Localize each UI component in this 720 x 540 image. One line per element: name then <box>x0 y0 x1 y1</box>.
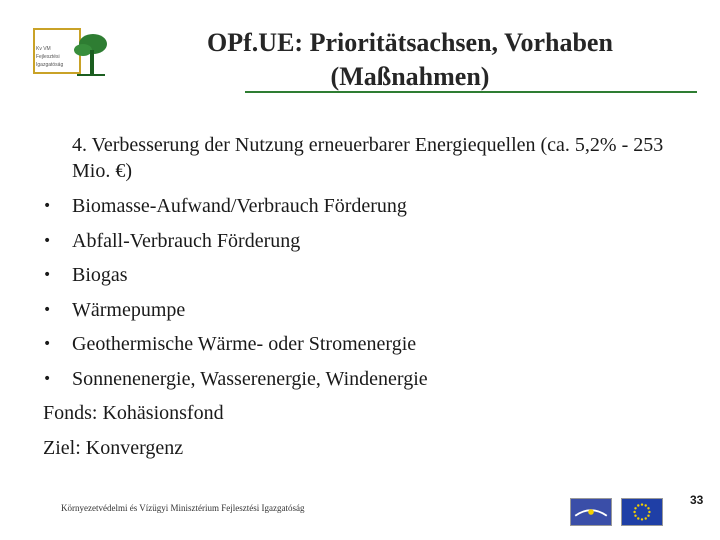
bullet-icon: • <box>43 232 52 249</box>
slide-body <box>43 132 693 465</box>
bullet-icon: • <box>43 370 52 387</box>
bullet-icon: • <box>43 198 52 214</box>
list-item <box>43 189 693 224</box>
list-item-text: Abfall-Verbrauch Förderung <box>72 229 301 252</box>
priority-heading: 4. Verbesserung der Nutzung erneuerbarer Energiequellen (ca. 5,2% - 253 Mio. €) <box>72 134 664 182</box>
list-item <box>43 293 693 328</box>
slide-title <box>130 26 690 94</box>
list-item-text: Biogas <box>72 264 128 286</box>
footer-ministry-name: Környezetvédelmi és Vízügyi Minisztérium Fejlesztési Igazgatóság <box>61 503 305 513</box>
list-item-text: Wärmepumpe <box>72 298 186 321</box>
ziel-line: Ziel: Konvergenz <box>43 436 184 459</box>
slide-title-line-2: (Maßnahmen) <box>330 62 490 91</box>
list-item-text: Sonnenenergie, Wasserenergie, Windenergie <box>72 367 428 390</box>
bullet-icon: • <box>43 267 52 283</box>
logo-text-line-1: Kv VM <box>36 46 51 52</box>
bullet-icon: • <box>43 336 52 352</box>
tree-icon <box>71 30 109 82</box>
title-underline <box>245 91 697 93</box>
page-number: 33 <box>690 493 704 507</box>
logo-text-line-3: Igazgatóság <box>36 62 64 68</box>
slide-title-line-1: OPf.UE: Prioritätsachsen, Vorhaben <box>207 28 613 57</box>
list-item <box>43 258 693 293</box>
list-item <box>43 327 693 362</box>
list-item-text: Biomasse-Aufwand/Verbrauch Förderung <box>72 195 407 217</box>
list-item <box>43 362 693 397</box>
fonds-line: Fonds: Kohäsionsfond <box>43 402 224 424</box>
list-item <box>43 224 693 259</box>
list-item-text: Geothermische Wärme- oder Stromenergie <box>72 333 417 355</box>
bullet-icon: • <box>43 301 52 318</box>
eu-flag-icon <box>621 498 663 526</box>
ministry-logo <box>33 28 111 86</box>
logo-text-line-2: Fejlesztési <box>36 54 60 60</box>
eu-program-flag-icon <box>570 498 612 526</box>
